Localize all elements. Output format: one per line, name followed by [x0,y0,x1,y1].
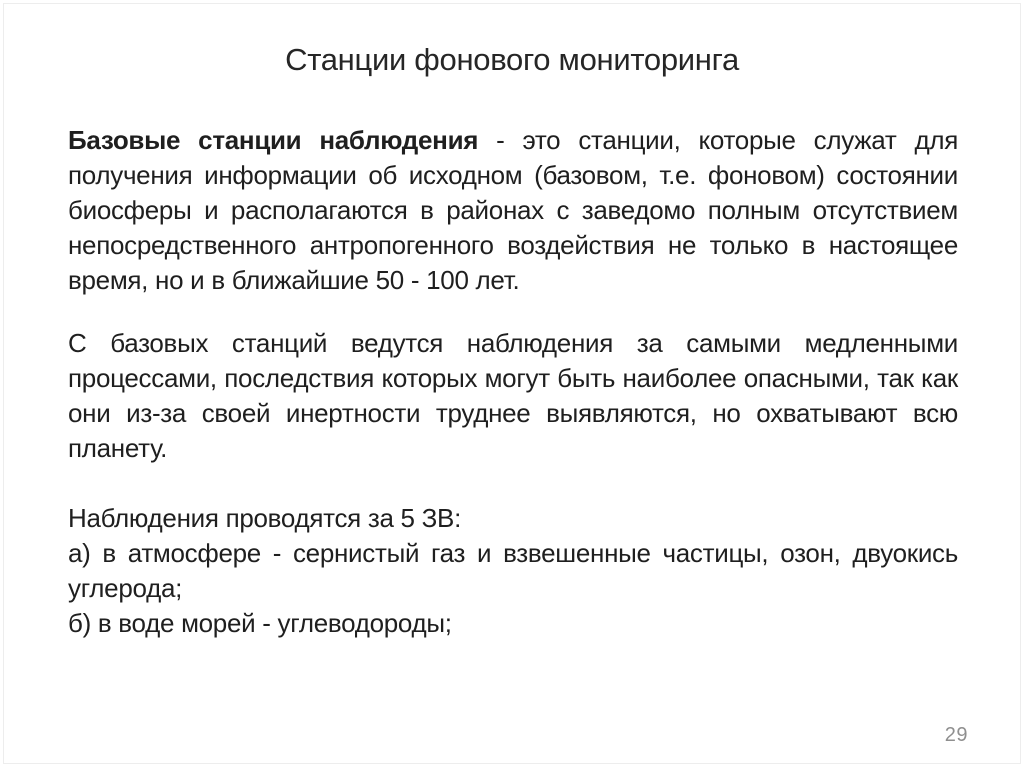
slide-title: Станции фонового мониторинга [285,42,739,77]
paragraph-lead-bold: Базовые станции наблюдения [68,125,479,155]
page-number: 29 [944,724,968,746]
observations-item-b: б) в воде морей - углеводороды; [68,608,452,638]
observations-intro: Наблюдения проводятся за 5 ЗВ: [68,503,462,533]
paragraph-lead-rest: - это станции, которые служат для получения информации об исходном (базовом, т.е. фоновом) состоянии биосферы и располагаются в районах с заведомо полным отсутствием непосредственного антропогенного воздействия не только в настоящее время, но и в ближайшие 50 - 100 лет. [68,125,958,295]
paragraph-slow-processes: С базовых станций ведутся наблюдения за самыми медленными процессами, последствия которых могут быть наиболее опасными, так как они из-за своей инертности труднее выявляются, но охватывают всю планету. [68,328,958,463]
observations-item-a: а) в атмосфере - сернистый газ и взвешенные частицы, озон, двуокись углерода; [68,538,958,603]
paragraph-base-stations [68,123,958,298]
paragraph-observations-list [68,501,958,641]
